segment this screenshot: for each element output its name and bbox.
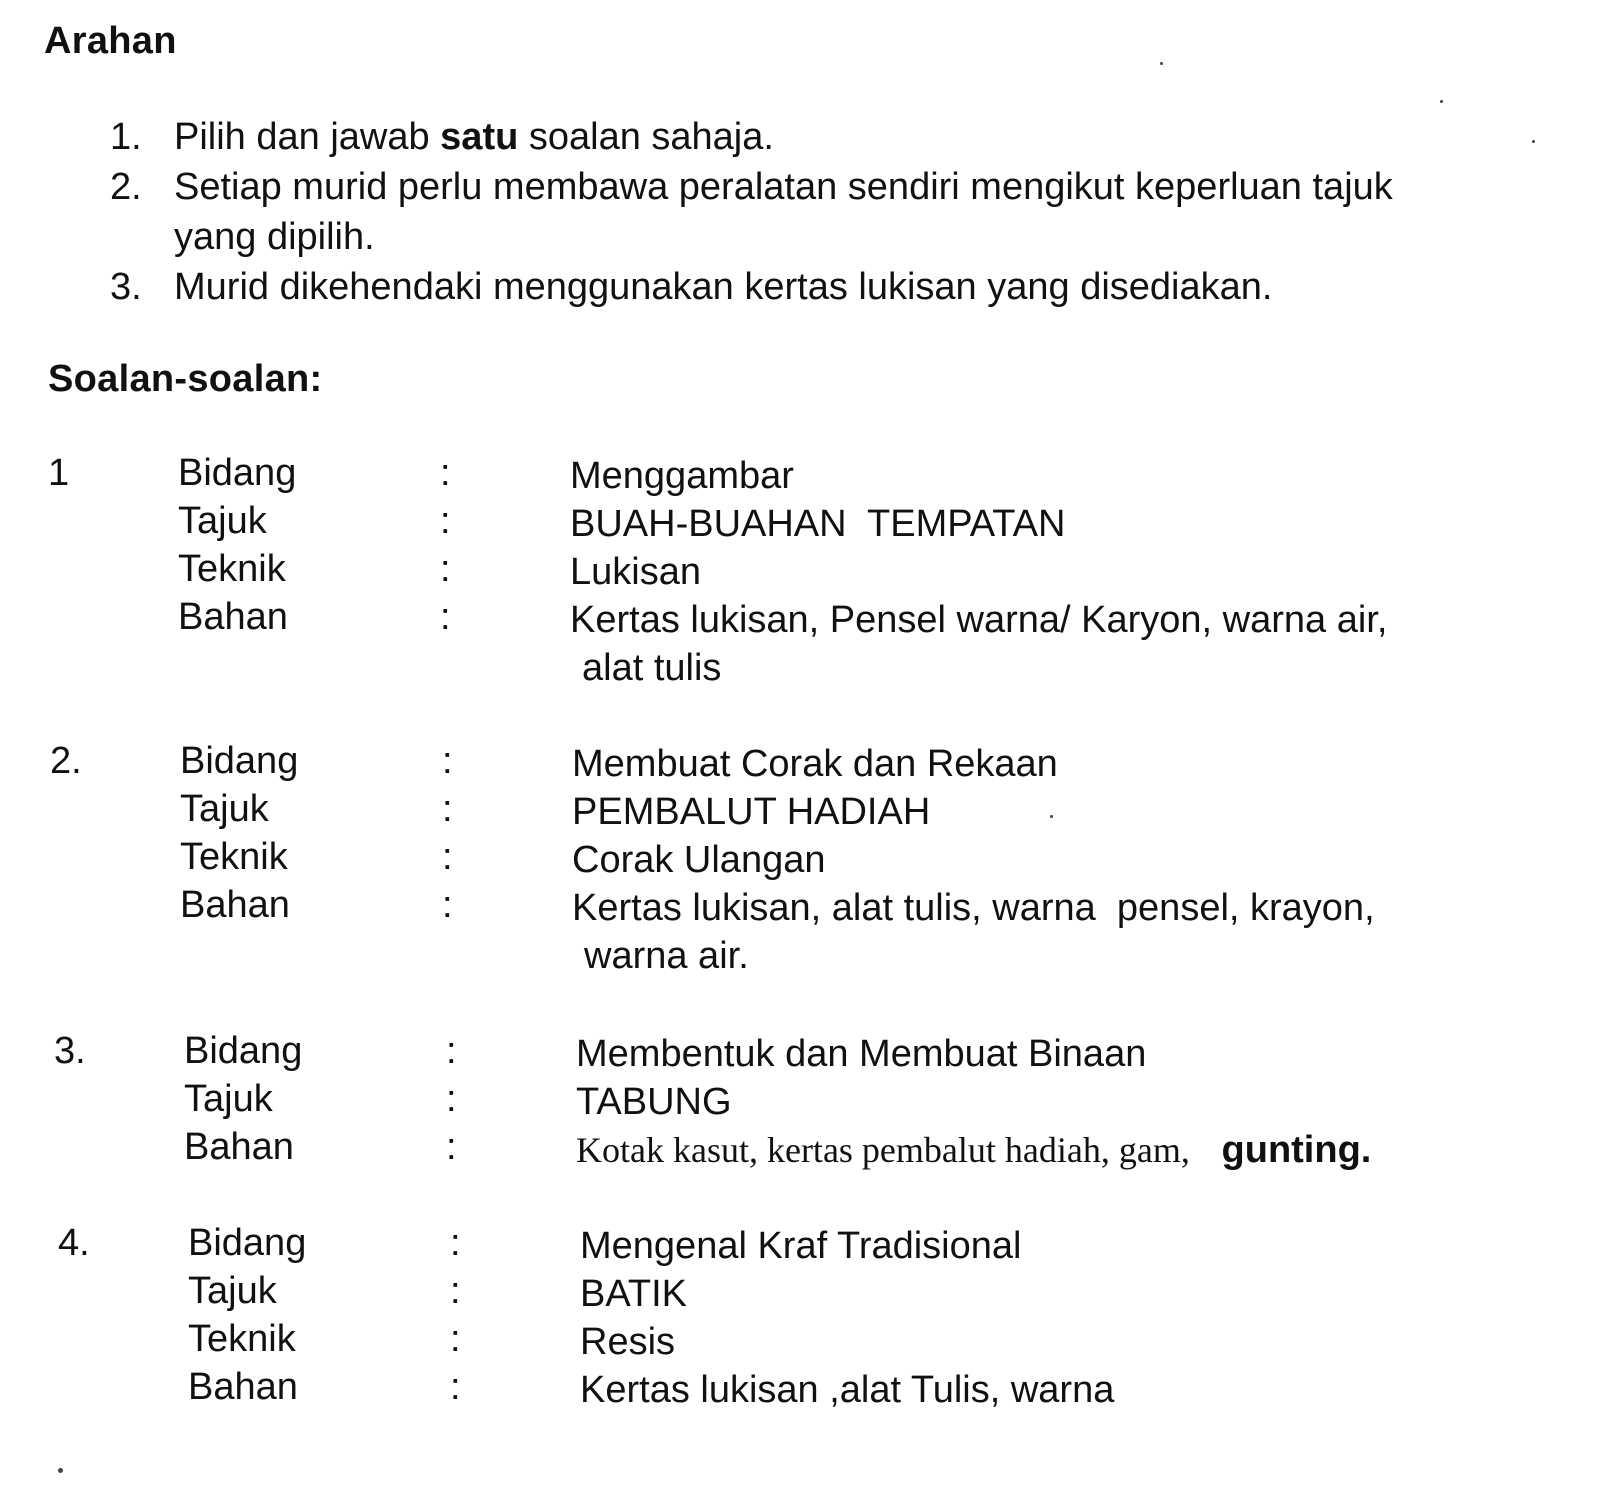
row-colon: : bbox=[440, 500, 451, 542]
instruction-number: 1. bbox=[110, 116, 142, 158]
row-value-serif: Kotak kasut, kertas pembalut hadiah, gam, bbox=[576, 1130, 1190, 1170]
question-row-bahan-cont bbox=[48, 644, 1548, 694]
row-value: Mengenal Kraf Tradisional bbox=[580, 1225, 1022, 1267]
question-row-tajuk bbox=[58, 1270, 1558, 1320]
instruction-text-post: soalan sahaja. bbox=[518, 116, 774, 158]
question-row-tajuk bbox=[50, 788, 1550, 838]
row-value: Resis bbox=[580, 1321, 676, 1363]
row-label: Tajuk bbox=[184, 1078, 273, 1120]
question-row-bidang bbox=[58, 1222, 1558, 1272]
row-value-continued: warna air. bbox=[584, 935, 749, 977]
question-row-teknik bbox=[50, 836, 1550, 886]
row-label: Bahan bbox=[188, 1366, 298, 1408]
arahan-heading: Arahan bbox=[44, 20, 177, 62]
question-number: 3. bbox=[54, 1030, 86, 1072]
row-label: Teknik bbox=[180, 836, 288, 878]
row-value: BUAH-BUAHAN TEMPATAN bbox=[570, 503, 1066, 545]
instruction-text-pre: Pilih dan jawab bbox=[174, 116, 441, 158]
instruction-item-1 bbox=[110, 112, 1510, 162]
question-number: 4. bbox=[58, 1222, 90, 1264]
question-row-bidang bbox=[54, 1030, 1554, 1080]
instruction-item-3 bbox=[110, 262, 1510, 312]
row-colon: : bbox=[450, 1318, 461, 1360]
instruction-number: 2. bbox=[110, 166, 142, 208]
instruction-list bbox=[110, 112, 1510, 312]
row-value: Corak Ulangan bbox=[572, 839, 826, 881]
row-label: Tajuk bbox=[188, 1270, 277, 1312]
row-value: Kertas lukisan, Pensel warna/ Karyon, warna air, bbox=[570, 599, 1388, 641]
row-value-bold: gunting. bbox=[1221, 1129, 1372, 1171]
row-value: Menggambar bbox=[570, 455, 794, 497]
instruction-item-2 bbox=[110, 162, 1510, 262]
row-colon: : bbox=[446, 1078, 457, 1120]
row-value: Kertas lukisan, alat tulis, warna pensel, krayon, bbox=[572, 887, 1375, 929]
row-value bbox=[576, 1126, 1536, 1174]
row-colon: : bbox=[450, 1366, 461, 1408]
row-label: Tajuk bbox=[178, 500, 267, 542]
question-row-bahan bbox=[50, 884, 1550, 934]
row-colon: : bbox=[440, 452, 451, 494]
question-row-bahan-cont bbox=[50, 932, 1550, 982]
instruction-text bbox=[174, 112, 1510, 162]
row-label: Bidang bbox=[180, 740, 299, 782]
row-label: Bahan bbox=[184, 1126, 294, 1168]
row-value: Membentuk dan Membuat Binaan bbox=[576, 1033, 1147, 1075]
row-value: TABUNG bbox=[576, 1081, 732, 1123]
row-colon: : bbox=[446, 1030, 457, 1072]
question-row-bahan bbox=[58, 1366, 1558, 1416]
instruction-number: 3. bbox=[110, 266, 142, 308]
row-label: Teknik bbox=[188, 1318, 296, 1360]
row-colon: : bbox=[442, 788, 453, 830]
row-label: Bidang bbox=[178, 452, 297, 494]
question-row-bidang bbox=[48, 452, 1548, 502]
instruction-text: Setiap murid perlu membawa peralatan sendiri mengikut keperluan tajuk yang dipilih. bbox=[174, 166, 1393, 258]
question-row-tajuk bbox=[48, 500, 1548, 550]
instruction-text: Murid dikehendaki menggunakan kertas lukisan yang disediakan. bbox=[174, 266, 1273, 308]
row-colon: : bbox=[442, 740, 453, 782]
question-row-bahan bbox=[54, 1126, 1554, 1176]
scan-speck bbox=[1440, 100, 1443, 103]
row-colon: : bbox=[446, 1126, 457, 1168]
instruction-text-bold: satu bbox=[440, 116, 519, 158]
row-label: Bidang bbox=[188, 1222, 307, 1264]
scan-speck bbox=[1050, 815, 1053, 818]
question-number: 1 bbox=[48, 452, 70, 494]
scan-speck bbox=[1532, 140, 1535, 143]
row-value: Lukisan bbox=[570, 551, 701, 593]
row-label: Bahan bbox=[180, 884, 290, 926]
row-label: Teknik bbox=[178, 548, 286, 590]
row-colon: : bbox=[450, 1270, 461, 1312]
row-colon: : bbox=[450, 1222, 461, 1264]
row-label: Bahan bbox=[178, 596, 288, 638]
row-colon: : bbox=[442, 884, 453, 926]
row-value: Membuat Corak dan Rekaan bbox=[572, 743, 1058, 785]
question-row-teknik bbox=[48, 548, 1548, 598]
row-value: Kertas lukisan ,alat Tulis, warna bbox=[580, 1369, 1115, 1411]
question-row-teknik bbox=[58, 1318, 1558, 1368]
question-row-tajuk bbox=[54, 1078, 1554, 1128]
row-colon: : bbox=[440, 548, 451, 590]
row-value: PEMBALUT HADIAH bbox=[572, 791, 931, 833]
row-value: BATIK bbox=[580, 1273, 687, 1315]
row-label: Tajuk bbox=[180, 788, 269, 830]
row-value-continued: alat tulis bbox=[582, 647, 722, 689]
row-colon: : bbox=[442, 836, 453, 878]
question-row-bahan bbox=[48, 596, 1548, 646]
question-row-bidang bbox=[50, 740, 1550, 790]
scan-speck bbox=[58, 1468, 63, 1473]
scan-speck bbox=[1160, 62, 1163, 65]
question-number: 2. bbox=[50, 740, 82, 782]
soalan-heading: Soalan-soalan: bbox=[48, 358, 323, 400]
row-colon: : bbox=[440, 596, 451, 638]
row-label: Bidang bbox=[184, 1030, 303, 1072]
